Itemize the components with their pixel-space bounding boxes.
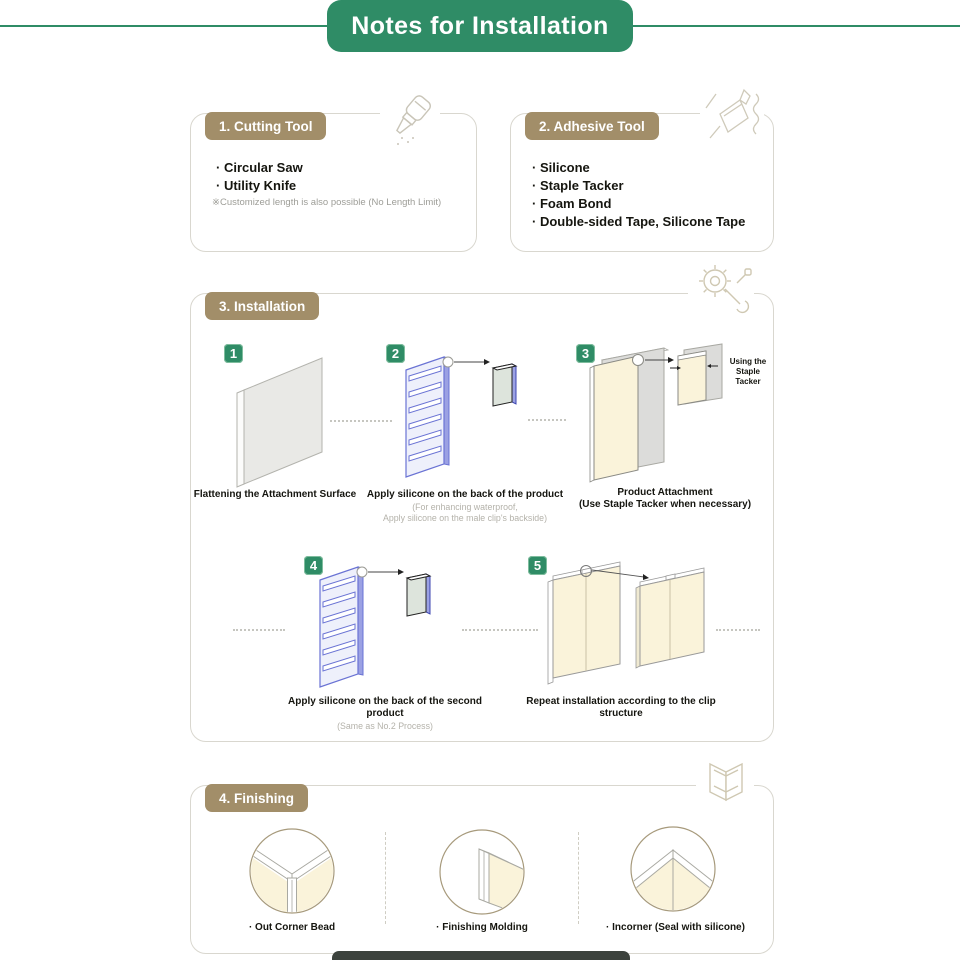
cutting-tool-list <box>216 159 303 195</box>
step-2-subcaption: (For enhancing waterproof, <box>412 502 518 512</box>
step-separator <box>330 420 392 422</box>
step-2-illustration <box>398 352 523 482</box>
step-1-illustration <box>230 346 330 488</box>
finishing-separator <box>385 832 386 924</box>
incorner-caption: · Incorner (Seal with silicone) <box>606 922 745 933</box>
step-1-caption: Flattening the Attachment Surface <box>193 489 357 500</box>
step-4-caption-block <box>275 696 495 732</box>
silicone-gun-icon <box>700 86 764 152</box>
page-title: Notes for Installation <box>327 0 633 52</box>
finishing-label: 4. Finishing <box>205 784 308 812</box>
finishing-molding-caption: · Finishing Molding <box>436 922 528 933</box>
list-item: · Silicone <box>532 160 590 175</box>
out-corner-bead-caption: · Out Corner Bead <box>248 922 336 933</box>
step-4-subcaption: (Same as No.2 Process) <box>337 721 433 731</box>
footer-bar <box>332 951 630 960</box>
step-3-badge: 3 <box>576 344 595 363</box>
adhesive-tool-label: 2. Adhesive Tool <box>525 112 659 140</box>
list-item: · Double-sided Tape, Silicone Tape <box>532 214 746 229</box>
incorner-illustration <box>628 824 718 914</box>
step-separator <box>462 629 538 631</box>
step-2-badge: 2 <box>386 344 405 363</box>
step-3-caption-block <box>575 487 755 511</box>
finishing-separator <box>578 832 579 924</box>
list-item: · Foam Bond <box>532 196 612 211</box>
utility-knife-icon <box>380 92 440 150</box>
step-3-caption-line2: (Use Staple Tacker when necessary) <box>578 499 752 510</box>
cutting-note: ※Customized length is also possible (No Length Limit) <box>212 197 442 208</box>
step-2-caption-block <box>365 489 565 524</box>
list-item: · Staple Tacker <box>532 178 624 193</box>
step-3-illustration <box>586 342 726 484</box>
step-5-illustration <box>544 556 712 696</box>
step-5-badge: 5 <box>528 556 547 575</box>
cutting-tool-label: 1. Cutting Tool <box>205 112 326 140</box>
gear-wrench-icon <box>688 258 754 324</box>
installation-label: 3. Installation <box>205 292 319 320</box>
step-2-caption: Apply silicone on the back of the product <box>366 489 564 500</box>
finishing-molding-illustration <box>437 827 527 917</box>
list-item: · Utility Knife <box>216 178 297 193</box>
out-corner-bead-illustration <box>247 826 337 916</box>
corner-molding-icon <box>696 756 754 810</box>
step-separator <box>233 629 285 631</box>
adhesive-tool-list <box>532 159 745 231</box>
step-separator <box>716 629 760 631</box>
step-4-badge: 4 <box>304 556 323 575</box>
step-2-subcaption: Apply silicone on the male clip's backside) <box>382 513 547 523</box>
step-4-caption: Apply silicone on the back of the second product <box>288 696 482 719</box>
step-separator <box>528 419 566 421</box>
step-3-annotation: Using the Staple Tacker <box>729 357 767 386</box>
step-5-caption: Repeat installation according to the clip structure <box>526 696 716 719</box>
list-item: · Circular Saw <box>216 160 303 175</box>
step-4-illustration <box>312 562 437 692</box>
step-3-caption: Product Attachment <box>617 487 713 498</box>
step-1-badge: 1 <box>224 344 243 363</box>
